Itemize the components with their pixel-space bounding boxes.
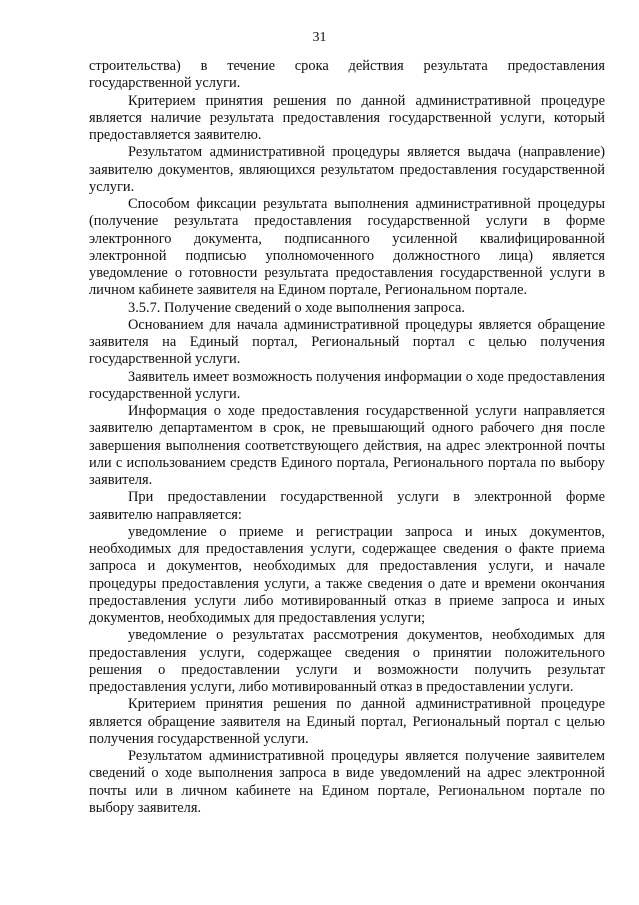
paragraph: Критерием принятия решения по данной административной процедуре является наличие результата предоставления государственной услуги, который предоставляется заявителю. [89, 92, 605, 143]
paragraph: Способом фиксации результата выполнения административной процедуры (получение результата предоставления государственной услуги в форме электронного документа, подписанного усиленной квалифицированной электронной подписью уполномоченного должностного лица) является уведомление о готовности результата предоставления государственной услуги в личном кабинете заявителя на Едином портале, Региональном портале. [89, 196, 605, 299]
section-heading: 3.5.7. Получение сведений о ходе выполнения запроса. [128, 299, 465, 316]
paragraph: Результатом административной процедуры является выдача (направление) заявителю документов, являющихся результатом предоставления государственной услуги. [89, 144, 605, 195]
list-item: уведомление о приеме и регистрации запроса и иных документов, необходимых для предоставления услуги, содержащее сведения о факте приема запроса и документов, необходимых для предоставления услуги, и начале процедуры предоставления услуги, а также сведения о дате и времени окончания предоставления услуги либо мотивированный отказ в приеме запроса и иных документов, необходимых для предоставления услуги; [89, 523, 605, 626]
paragraph: Основанием для начала административной процедуры является обращение заявителя на Единый портал, Региональный портал с целью получения государственной услуги. [89, 316, 605, 368]
body-text [89, 58, 605, 817]
page-number: 31 [312, 30, 327, 45]
paragraph: Результатом административной процедуры является получение заявителем сведений о ходе выполнения запроса в виде уведомлений на адрес электронной почты или в личном кабинете на Едином портале, Региональном портале по выбору заявителя. [89, 748, 605, 816]
paragraph: Информация о ходе предоставления государственной услуги направляется заявителю департаментом в срок, не превышающий одного рабочего дня после завершения выполнения соответствующего действия, на адрес электронной почты или с использованием средств Единого портала, Регионального портала по выбору заявителя. [89, 403, 605, 488]
paragraph: Критерием принятия решения по данной административной процедуре является обращение заявителя на Единый портал, Региональный портал с целью получения государственной услуги. [89, 696, 605, 747]
list-item: уведомление о результатах рассмотрения документов, необходимых для предоставления услуги, содержащее сведения о принятии положительного решения о предоставлении услуги и возможности получить результат предоставления услуги, либо мотивированный отказ в предоставлении услуги. [89, 627, 605, 695]
paragraph: При предоставлении государственной услуги в электронной форме заявителю направляется: [89, 489, 605, 523]
paragraph: Заявитель имеет возможность получения информации о ходе предоставления государственной услуги. [89, 368, 605, 402]
paragraph-continuation: строительства) в течение срока действия результата предоставления государственной услуги. [89, 58, 605, 92]
